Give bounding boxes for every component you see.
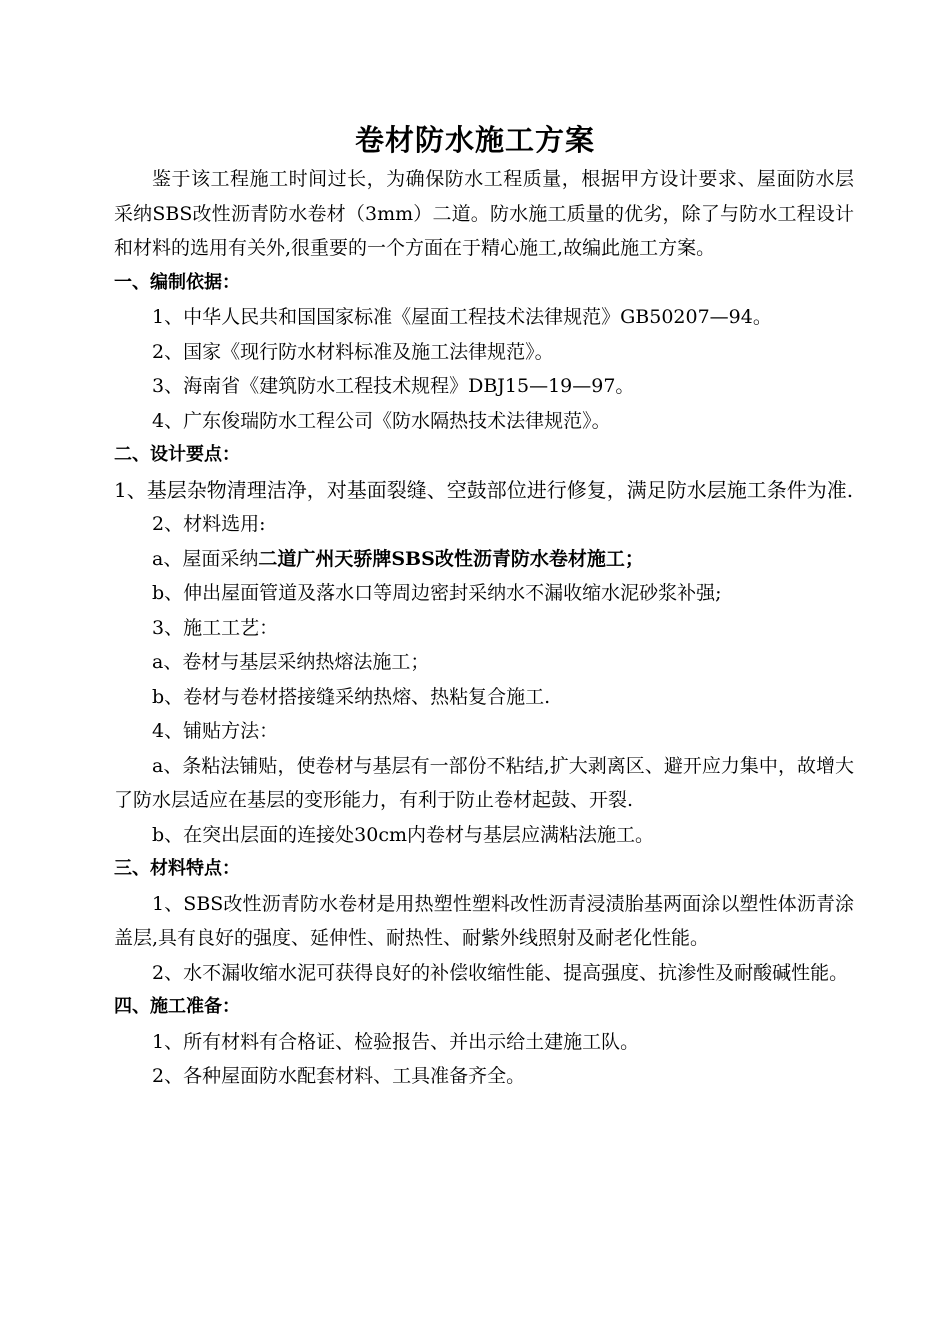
design-point-1: 1、基层杂物清理洁净，对基面裂缝、空鼓部位进行修复，满足防水层施工条件为准. bbox=[114, 477, 854, 502]
material-a-bold: 二道广州天骄牌SBS改性沥青防水卷材施工； bbox=[258, 547, 644, 570]
material-feature-item: 1、SBS改性沥青防水卷材是用热塑性塑料改性沥青浸渍胎基两面涂以塑性体沥青涂盖层,具有良好的强度、延伸性、耐热性、耐紫外线照射及耐老化性能。 bbox=[114, 892, 854, 949]
intro-paragraph: 鉴于该工程施工时间过长，为确保防水工程质量，根据甲方设计要求、屋面防水层采纳SBS改性沥青防水卷材（3mm）二道。防水施工质量的优劣，除了与防水工程设计和材料的选用有关外,很重要的一个方面在于精心施工,故编此施工方案。 bbox=[114, 168, 854, 259]
process-a: a、卷材与基层采纳热熔法施工； bbox=[152, 651, 430, 673]
basis-item: 3、海南省《建筑防水工程技术规程》DBJ15—19—97。 bbox=[152, 375, 635, 397]
method-a: a、条粘法铺贴，使卷材与基层有一部份不粘结,扩大剥离区、避开应力集中，故增大了防水层适应在基层的变形能力，有利于防止卷材起鼓、开裂. bbox=[114, 754, 854, 811]
process-label: 3、施工工艺： bbox=[152, 616, 279, 639]
document-body bbox=[114, 162, 854, 1094]
basis-item: 4、广东俊瑞防水工程公司《防水隔热技术法律规范》。 bbox=[152, 409, 611, 432]
preparation-item: 1、所有材料有合格证、检验报告、并出示给土建施工队。 bbox=[152, 1030, 640, 1053]
section-heading-design: 二、设计要点： bbox=[114, 444, 240, 465]
method-b: b、在突出层面的连接处30cm内卷材与基层应满粘法施工。 bbox=[152, 823, 654, 846]
section-heading-preparation: 四、施工准备： bbox=[114, 996, 240, 1017]
material-feature-item: 2、水不漏收缩水泥可获得良好的补偿收缩性能、提高强度、抗渗性及耐酸碱性能。 bbox=[152, 961, 849, 984]
preparation-item: 2、各种屋面防水配套材料、工具准备齐全。 bbox=[152, 1065, 526, 1087]
document-title: 卷材防水施工方案 bbox=[354, 123, 595, 157]
basis-item: 1、中华人民共和国国家标准《屋面工程技术法律规范》GB50207—94。 bbox=[152, 306, 772, 328]
section-heading-materials: 三、材料特点： bbox=[114, 858, 240, 879]
material-b: b、伸出屋面管道及落水口等周边密封采纳水不漏收缩水泥砂浆补强; bbox=[152, 582, 722, 604]
basis-item: 2、国家《现行防水材料标准及施工法律规范》。 bbox=[152, 340, 554, 363]
section-heading-basis: 一、编制依据： bbox=[114, 271, 240, 293]
material-a-prefix: a、屋面采纳 bbox=[152, 547, 259, 570]
material-a bbox=[114, 542, 854, 577]
method-label: 4、铺贴方法： bbox=[152, 720, 279, 742]
process-b: b、卷材与卷材搭接缝采纳热熔、热粘复合施工. bbox=[152, 685, 551, 708]
materials-label: 2、材料选用: bbox=[152, 513, 266, 535]
